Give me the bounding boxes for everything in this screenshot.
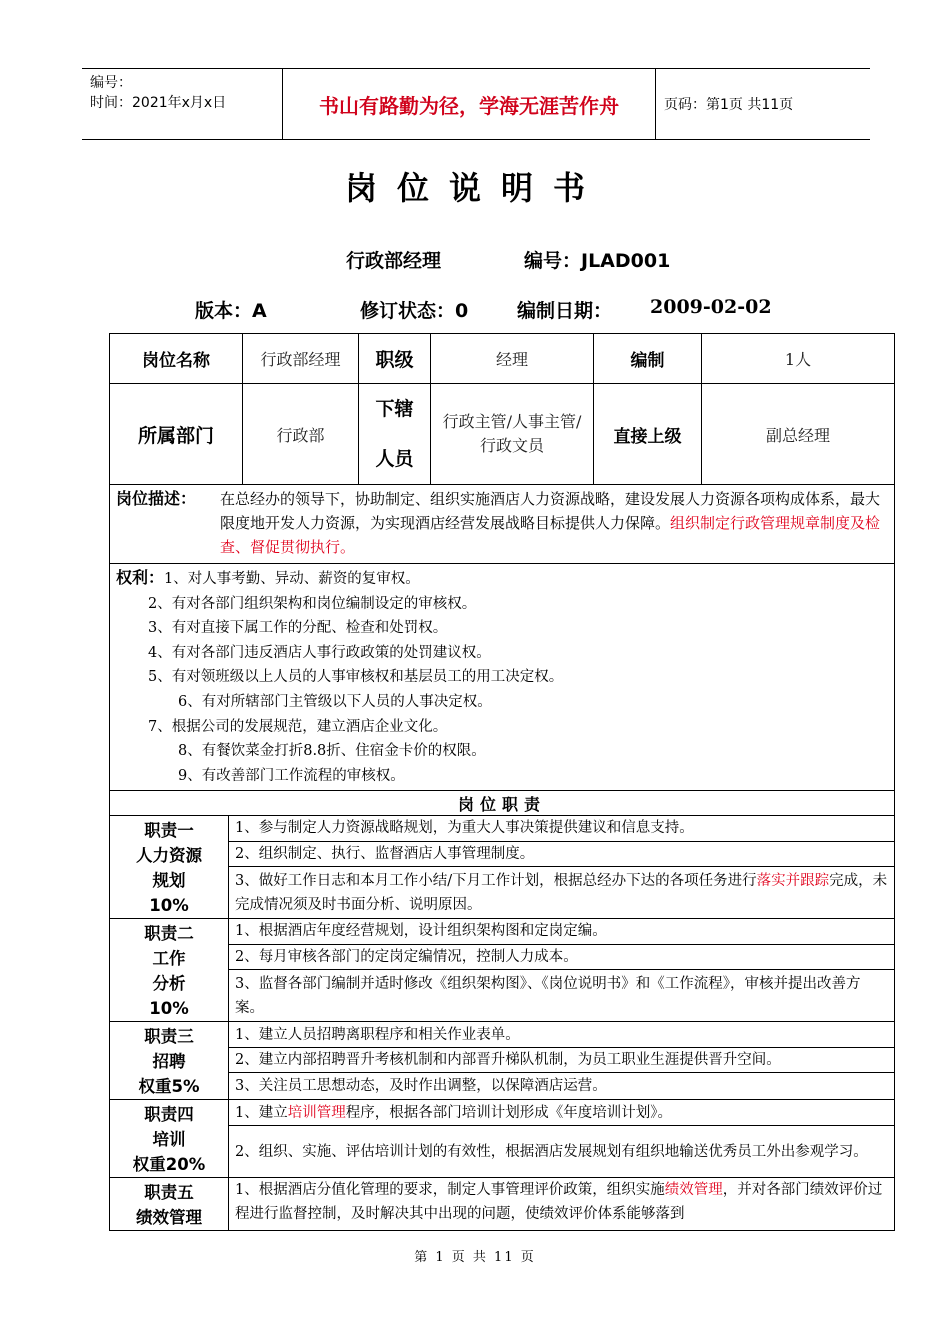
rights-item: 8、有餐饮菜金打折8.8折、住宿金卡价的权限。: [178, 743, 486, 760]
header-motto: 书山有路勤为径，学海无涯苦作舟: [282, 69, 656, 139]
duty-1-row: [110, 816, 895, 841]
duty-1-item-2: 2、组织制定、执行、监督酒店人事管理制度。: [229, 841, 895, 866]
duty-3-item-1: 1、建立人员招聘离职程序和相关作业表单。: [229, 1022, 895, 1047]
description-label: 岗位描述：: [116, 489, 197, 508]
info-row-2: [110, 384, 895, 485]
header-meta: [90, 73, 226, 113]
duty-1-item-3: 3、做好工作日志和本月工作小结/下月工作计划，根据总经办下达的各项任务进行落实并跟踪完成，未完成情况须及时书面分析、说明原因。: [229, 866, 895, 919]
rights-item: 7、根据公司的发展规范，建立酒店企业文化。: [148, 718, 448, 735]
job-description-table: [109, 333, 895, 1231]
rights-item: 2、有对各部门组织架构和岗位编制设定的审核权。: [148, 595, 477, 612]
description-highlight: 组织制定行政管理规章制度及检查、督促贯彻执行。: [220, 514, 881, 556]
duty-2-item-3: 3、监督各部门编制并适时修改《组织架构图》、《岗位说明书》和《工作流程》，审核并提出改善方案。: [229, 969, 895, 1022]
duty-3-item-3: 3、关注员工思想动态，及时作出调整，以保障酒店运营。: [229, 1072, 895, 1099]
dept-value: 行政部: [243, 384, 359, 485]
superior-value: 副总经理: [702, 384, 895, 485]
duty-5-item-1: 1、根据酒店分值化管理的要求，制定人事管理评价政策，组织实施绩效管理，并对各部门绩效评价过程进行监督控制，及时解决其中出现的问题，使绩效评价体系能够落到: [229, 1178, 895, 1231]
rights-item: 5、有对领班级以上人员的人事审核权和基层员工的用工决定权。: [148, 669, 564, 686]
duty-4-item-1: 1、建立培训管理程序，根据各部门培训计划形成《年度培训计划》。: [229, 1100, 895, 1125]
quota-value: 1人: [702, 334, 895, 384]
position-name: 行政部经理: [346, 250, 442, 272]
subordinates-label-1: 下辖: [375, 398, 414, 420]
quota-label: 编制: [594, 334, 702, 384]
duty-2-item-2: 2、每月审核各部门的定岗定编情况，控制人力成本。: [229, 944, 895, 969]
date-label: 编制日期：: [517, 300, 613, 322]
rights-item: 4、有对各部门违反酒店人事行政政策的处罚建议权。: [148, 644, 491, 661]
duty-2-item-1: 1、根据酒店年度经营规划，设计组织架构图和定岗定编。: [229, 919, 895, 944]
page-header: [82, 68, 870, 140]
description-text: 在总经办的领导下，协助制定、组织实施酒店人力资源战略，建设发展人力资源各项构成体系，最大限度地开发人力资源，为实现酒店经营发展战略目标提供人力保障。: [220, 490, 881, 532]
post-name-label: 岗位名称: [110, 334, 243, 384]
duty-5-label: 职责五 绩效管理: [110, 1178, 229, 1231]
duty-4-label: 职责四 培训 权重20%: [110, 1100, 229, 1178]
rights-item: 权利：1、对人事考勤、异动、薪资的复审权。: [116, 568, 420, 587]
duty-1-label: 职责一 人力资源 规划 10%: [110, 816, 229, 919]
header-page-info: 页码：第1页 共11页: [664, 97, 794, 113]
header-number: 编号：: [90, 75, 132, 91]
dept-label: 所属部门: [110, 384, 243, 485]
duty-3-label: 职责三 招聘 权重5%: [110, 1022, 229, 1100]
rights-item: 3、有对直接下属工作的分配、检查和处罚权。: [148, 620, 448, 637]
subordinates-value: 行政主管/人事主管/行政文员: [431, 384, 594, 485]
document-title: 岗位说明书: [344, 169, 605, 207]
subordinates-label: [359, 384, 431, 485]
duty-1-item-1: 1、参与制定人力资源战略规划，为重大人事决策提供建议和信息支持。: [229, 816, 895, 841]
rank-label: 职级: [359, 334, 431, 384]
rights-item: 9、有改善部门工作流程的审核权。: [178, 767, 405, 784]
info-row-1: [110, 334, 895, 384]
duties-header-row: [110, 791, 895, 816]
rights-label: 权利：: [116, 568, 165, 587]
duty-2-row: [110, 919, 895, 944]
revision-status: 修订状态：0: [360, 300, 469, 322]
description-cell: [110, 485, 895, 564]
duty-3-item-2: 2、建立内部招聘晋升考核机制和内部晋升梯队机制，为员工职业生涯提供晋升空间。: [229, 1047, 895, 1072]
header-time: 时间：2021年x月x日: [90, 95, 227, 111]
duty-5-row: [110, 1178, 895, 1231]
rights-cell: [110, 564, 895, 791]
duty-2-label: 职责二 工作 分析 10%: [110, 919, 229, 1022]
superior-label: 直接上级: [594, 384, 702, 485]
post-name-value: 行政部经理: [243, 334, 359, 384]
duties-header: 岗位职责: [110, 791, 895, 816]
date-value: 2009-02-02: [650, 296, 772, 318]
description-row: [110, 485, 895, 564]
page-footer: 第 1 页 共 11 页: [414, 1250, 536, 1265]
description-body: [220, 487, 888, 559]
duty-4-item-2: 2、组织、实施、评估培训计划的有效性，根据酒店发展规划有组织地输送优秀员工外出参观学习。: [229, 1125, 895, 1178]
rights-row: [110, 564, 895, 791]
rank-value: 经理: [431, 334, 594, 384]
position-code: [524, 246, 670, 273]
duty-3-row: [110, 1022, 895, 1047]
subordinates-label-2: 人员: [375, 448, 414, 470]
duty-4-row: [110, 1100, 895, 1125]
rights-item: 6、有对所辖部门主管级以下人员的人事决定权。: [178, 693, 492, 710]
position-code-text: 编号：JLAD001: [524, 250, 671, 272]
version: 版本：A: [195, 300, 267, 322]
